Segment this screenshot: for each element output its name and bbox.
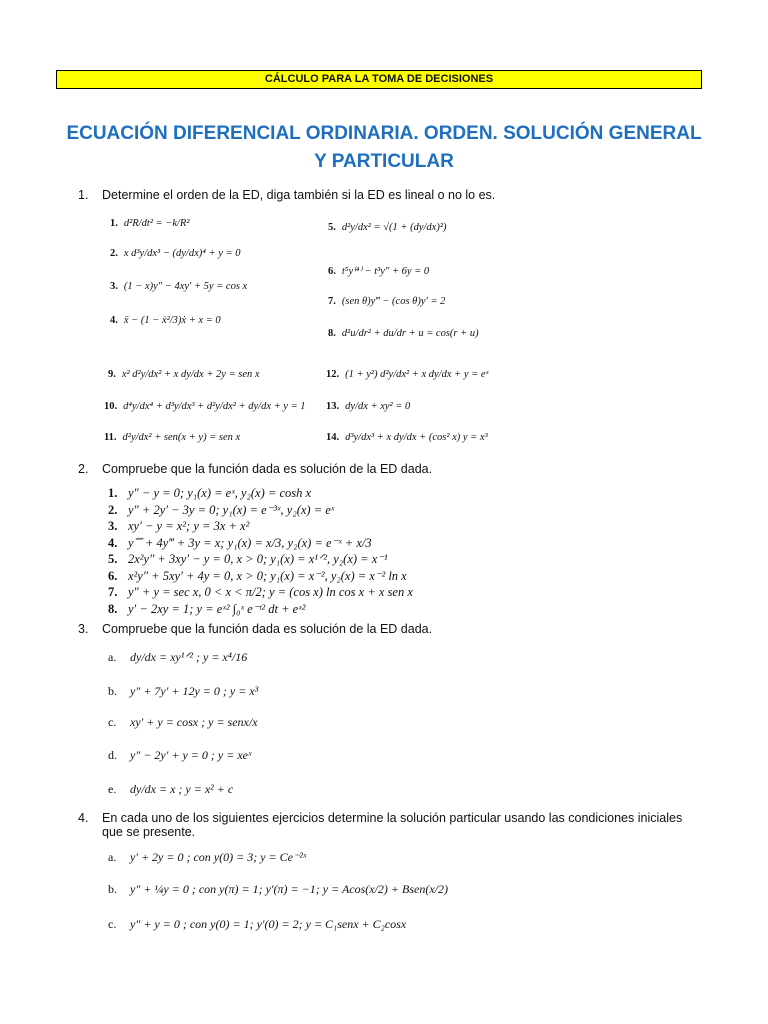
- q1-item-12: 12. (1 + y²) d²y/dx² + x dy/dx + y = eˣ: [326, 369, 489, 380]
- q1-item-2: 2. x d³y/dx³ − (dy/dx)⁴ + y = 0: [110, 248, 241, 259]
- q2-item-8: 8. y′ − 2xy = 1; y = eˣ² ∫₀ˣ e⁻ᵗ² dt + eˣ²: [108, 601, 306, 616]
- q1-item-8: 8. d²u/dr² + du/dr + u = cos(r + u): [328, 328, 479, 339]
- q1-item-14: 14. d³y/dx³ + x dy/dx + (cos² x) y = x³: [326, 432, 488, 443]
- question-text-continued: que se presente.: [102, 825, 196, 839]
- q1-item-10: 10. d⁴y/dx⁴ + d³y/dx³ + d²y/dx² + dy/dx + y = 1: [104, 401, 306, 412]
- q3-item-c: c. xy′ + y = cosx ; y = senx/x: [108, 715, 258, 729]
- q1-item-1: 1. d²R/dt² = −k/R²: [110, 218, 190, 229]
- q3-item-d: d. y″ − 2y′ + y = 0 ; y = xeˣ: [108, 748, 252, 762]
- q2-item-5: 5. 2x²y″ + 3xy′ − y = 0, x > 0; y₁(x) = x¹ᐟ², y₂(x) = x⁻¹: [108, 552, 388, 566]
- question-text: En cada uno de los siguientes ejercicios determine la solución particular usando las condiciones iniciales: [102, 811, 683, 825]
- q4-item-c: c. y″ + y = 0 ; con y(0) = 1; y′(0) = 2; y = C₁senx + C₂cosx: [108, 917, 407, 931]
- q4-item-b: b. y″ + ¼y = 0 ; con y(π) = 1; y′(π) = −1; y = Acos(x/2) + Bsen(x/2): [108, 882, 448, 896]
- q2-item-4: 4. y⁗ + 4y‴ + 3y = x; y₁(x) = x/3, y₂(x) = e⁻ˣ + x/3: [108, 535, 372, 550]
- question-3: [78, 622, 432, 636]
- q1-item-9: 9. x² d²y/dx² + x dy/dx + 2y = sen x: [108, 369, 260, 380]
- title-line-1: ECUACIÓN DIFERENCIAL ORDINARIA. ORDEN. SOLUCIÓN GENERAL: [66, 123, 702, 144]
- q2-item-7: 7. y″ + y = sec x, 0 < x < π/2; y = (cos x) ln cos x + x sen x: [108, 585, 413, 599]
- q1-item-13: 13. dy/dx + xy² = 0: [326, 401, 411, 412]
- q1-item-7: 7. (sen θ)y‴ − (cos θ)y′ = 2: [328, 296, 446, 307]
- question-text: Compruebe que la función dada es solución de la ED dada.: [102, 622, 433, 636]
- question-number: 2.: [78, 462, 89, 476]
- q3-item-e: e. dy/dx = x ; y = x² + c: [108, 782, 234, 796]
- q1-item-3: 3. (1 − x)y″ − 4xy′ + 5y = cos x: [110, 281, 248, 292]
- q2-item-2: 2. y″ + 2y′ − 3y = 0; y₁(x) = e⁻³ˣ, y₂(x) = eˣ: [108, 502, 335, 517]
- q1-item-4: 4. ẍ − (1 − ẋ²/3)ẋ + x = 0: [110, 315, 221, 326]
- question-number: 4.: [78, 811, 89, 825]
- q2-item-6: 6. x²y″ + 5xy′ + 4y = 0, x > 0; y₁(x) = x⁻², y₂(x) = x⁻² ln x: [108, 568, 407, 583]
- course-header: CÁLCULO PARA LA TOMA DE DECISIONES: [56, 70, 702, 89]
- q1-item-6: 6. t⁵y⁽⁴⁾ − t³y″ + 6y = 0: [328, 266, 430, 277]
- q3-item-a: a. dy/dx = xy¹ᐟ² ; y = x⁴/16: [108, 650, 248, 664]
- title-line-2: Y PARTICULAR: [314, 151, 454, 172]
- question-1: [78, 188, 495, 202]
- q4-item-a: a. y′ + 2y = 0 ; con y(0) = 3; y = Ce⁻²ˣ: [108, 850, 307, 864]
- question-4: [78, 811, 718, 839]
- question-text: Compruebe que la función dada es solución de la ED dada.: [102, 462, 433, 476]
- q3-item-b: b. y″ + 7y′ + 12y = 0 ; y = x³: [108, 684, 259, 698]
- question-number: 1.: [78, 188, 89, 202]
- question-2: [78, 462, 432, 476]
- page-title: [40, 120, 728, 176]
- q2-list: [108, 485, 413, 617]
- q2-item-3: 3. xy′ − y = x²; y = 3x + x²: [108, 519, 250, 533]
- q2-item-1: 1. y″ − y = 0; y₁(x) = eˣ, y₂(x) = cosh x: [108, 486, 312, 500]
- q1-item-11: 11. d²y/dx² + sen(x + y) = sen x: [104, 432, 241, 443]
- q1-item-5: 5. d²y/dx² = √(1 + (dy/dx)²): [328, 222, 447, 233]
- question-text: Determine el orden de la ED, diga también si la ED es lineal o no lo es.: [102, 188, 496, 202]
- question-number: 3.: [78, 622, 89, 636]
